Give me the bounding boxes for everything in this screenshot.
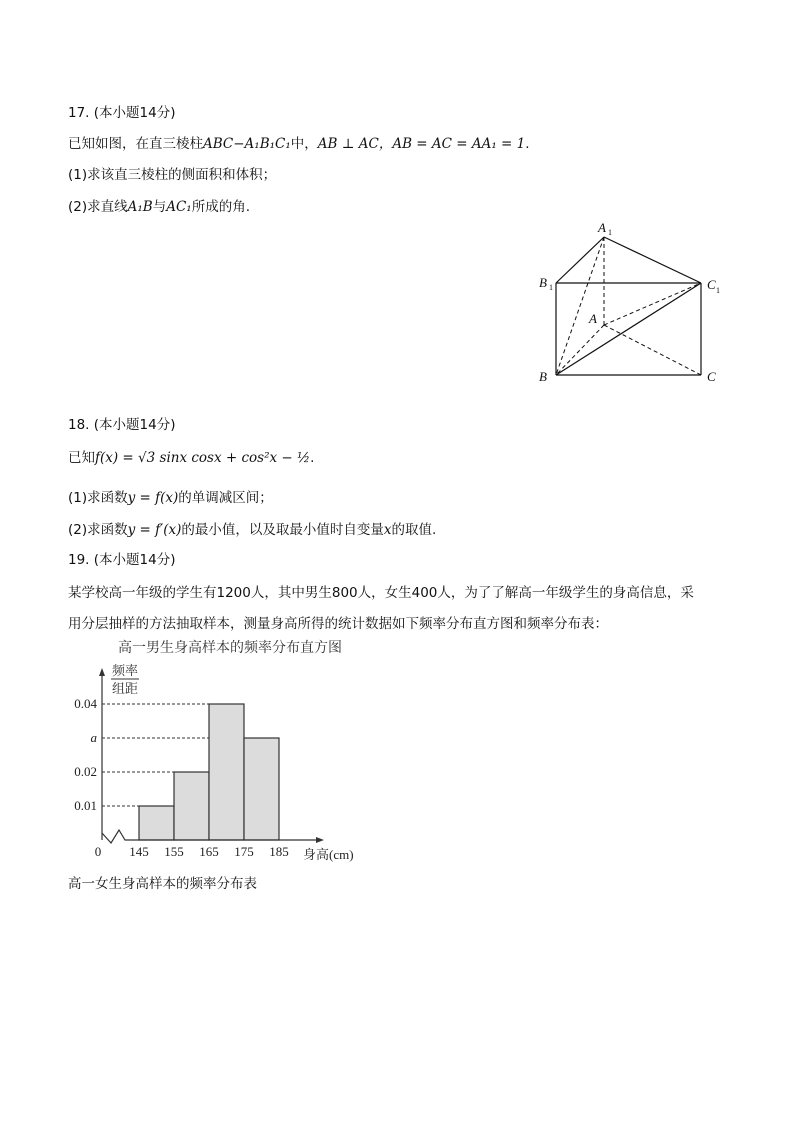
text: . [310,450,315,466]
y-axis-arrow [99,668,105,676]
chart-title: 高一男生身高样本的频率分布直方图 [118,641,342,656]
y-tick-label: 0.02 [74,764,97,779]
math: AC₁ [166,199,192,215]
math: A₁B [127,199,153,215]
table-caption: 高一女生身高样本的频率分布表 [68,876,257,892]
q18-part2 [68,521,436,539]
x-axis-arrow [316,837,324,843]
text: (1)求函数 [68,490,128,506]
subscript: 1 [716,286,720,295]
x-tick-label: 145 [129,844,149,859]
hidden-edge [604,325,701,375]
y-tick-label: 0.01 [74,798,97,813]
label-B1: B [539,275,547,290]
math: ABC−A₁B₁C₁ [203,136,291,152]
label-C1: C [707,277,716,292]
q19-line1: 某学校高一年级的学生有1200人，其中男生800人，女生400人，为了了解高一年级学生的身高信息，采 [68,585,694,601]
text: 的取值. [391,522,437,538]
label-B: B [539,369,547,384]
subscript: 1 [608,228,612,237]
hidden-edge [556,237,604,375]
q17-title: 17. (本小题14分) [68,105,176,121]
x-label: 身高(cm) [303,847,354,862]
text: 的单调减区间； [178,490,273,506]
q19-title: 19. (本小题14分) [68,552,176,568]
hidden-edge [556,325,604,375]
y-tick-label: 0.04 [74,696,97,711]
text: 中， [290,136,318,152]
x-tick-label: 155 [164,844,184,859]
text: (2)求直线 [68,199,128,215]
text: 与 [152,199,167,215]
text: . [525,136,530,152]
label-C: C [707,369,716,384]
math: x [383,522,392,538]
math: y = f′(x) [127,522,182,538]
q18-title: 18. (本小题14分) [68,417,176,433]
histogram-bar [174,772,209,840]
text: 已知 [68,450,95,466]
math: AB ⊥ AC，AB = AC = AA₁ = 1 [317,136,526,152]
text: 已知如图，在直三棱柱 [68,136,203,152]
y-label-top: 频率 [111,663,139,678]
origin-label: 0 [94,844,102,859]
edge [556,237,604,283]
x-tick-label: 175 [234,844,254,859]
subscript: 1 [549,283,553,292]
q19-line2: 用分层抽样的方法抽取样本，测量身高所得的统计数据如下频率分布直方图和频率分布表： [68,616,608,632]
histogram-bar [139,806,174,840]
text: 的最小值，以及取最小值时自变量 [181,522,384,538]
histogram-bar [209,704,244,840]
x-tick-label: 165 [199,844,219,859]
math: f(x) = √3 sinx cosx + cos²x − ½ [95,450,311,466]
prism-figure [0,0,794,400]
text: 所成的角. [191,199,251,215]
histogram [0,630,400,870]
q18-stem [68,449,314,467]
edge [556,283,701,375]
x-tick-label: 185 [269,844,289,859]
text: (2)求函数 [68,522,128,538]
histogram-bar [244,738,279,840]
q18-part1 [68,489,273,507]
q17-part1: (1)求该直三棱柱的侧面积和体积； [68,167,277,183]
label-A: A [589,311,597,326]
y-label-bottom: 组距 [111,681,139,696]
math: y = f(x) [127,490,179,506]
edge [604,237,701,283]
hidden-edge [604,283,701,325]
y-tick-label: a [90,730,97,745]
label-A1: A [598,220,606,235]
